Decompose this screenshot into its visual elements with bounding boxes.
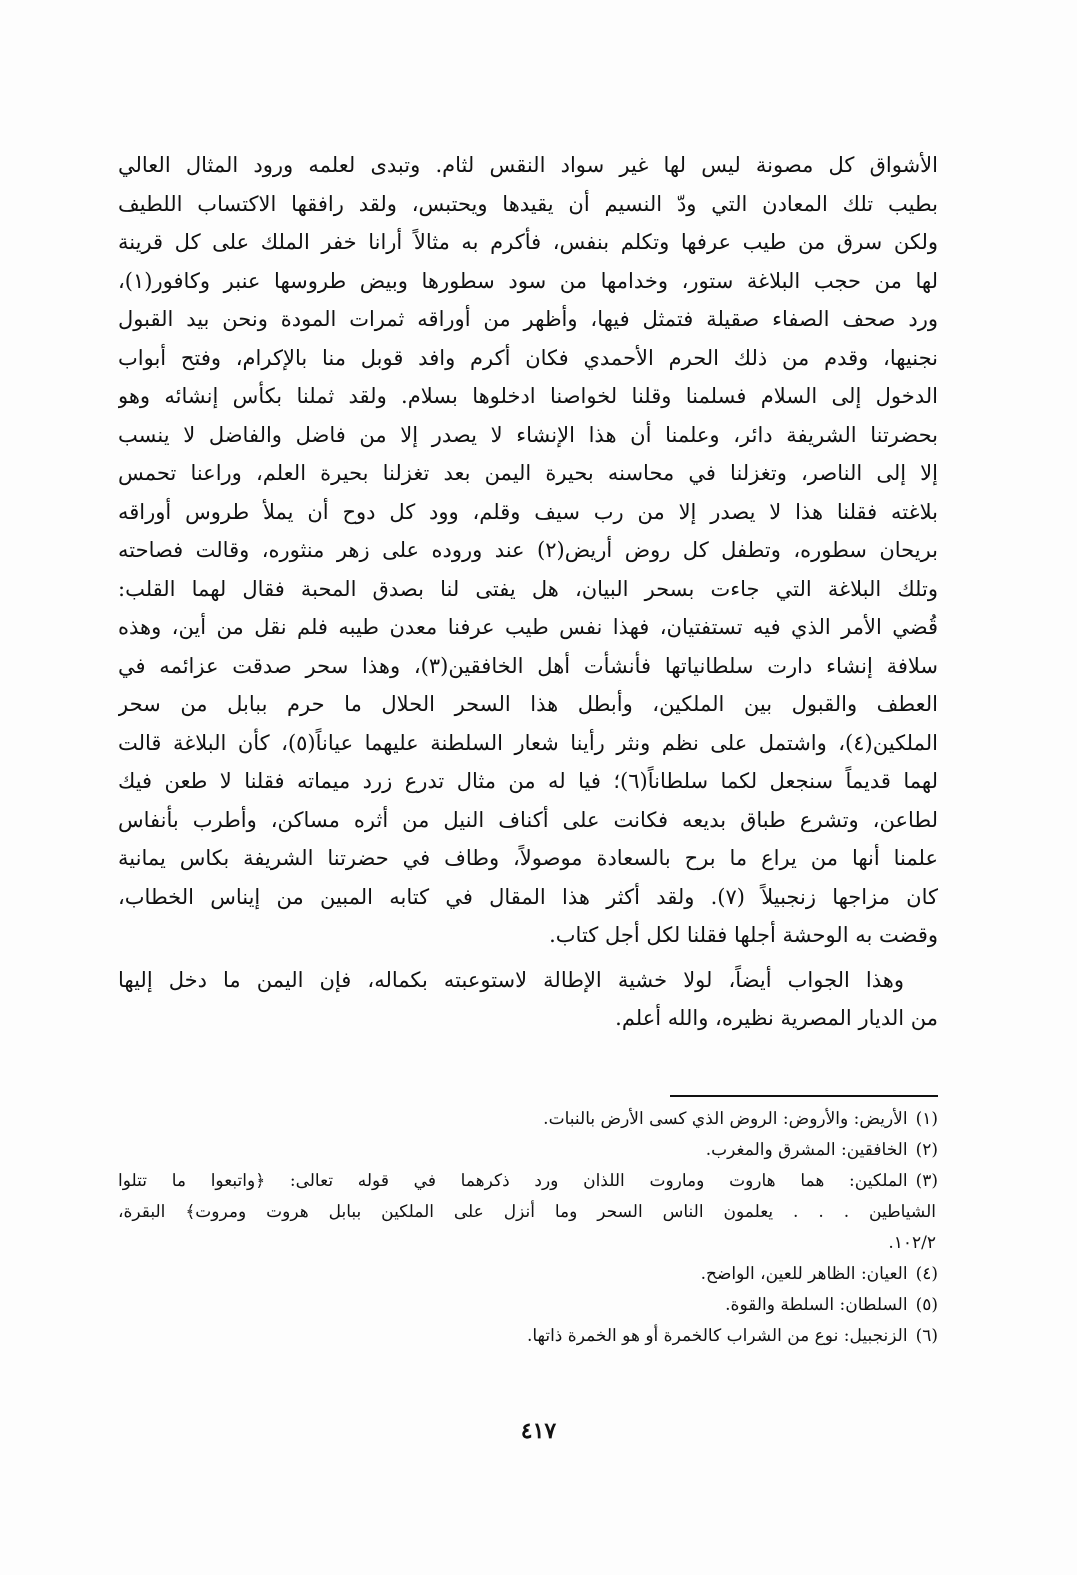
footnote-5 [118,1290,938,1321]
text-line: بريحان سطوره، وتطفل كل روض أريض(٢) عند وروده على زهر منثوره، وقالت فصاحته [118,538,938,562]
footnote-3-continuation: ١٠٢/٢. [888,1233,936,1253]
footnote-number: (١) [915,1109,938,1129]
footnote-2 [118,1135,938,1166]
footnote-text: الظاهر للعين، الواضح. [700,1264,856,1284]
text-line: من الديار المصرية نظيره، والله أعلم. [615,1006,938,1030]
text-line: علمنا أنها من يراع ما برح بالسعادة موصولاً، وطاف في حضرتنا الشريفة بكاس يمانية [118,846,938,870]
footnote-4 [118,1259,938,1290]
footnote-3 [118,1166,938,1197]
footnote-text: هما هاروت وماروت اللذان ورد ذكرهما في قوله تعالى: ﴿واتبعوا ما تتلوا [118,1171,825,1191]
text-line: الأشواق كل مصونة ليس لها غير سواد النقس لثام. وتبدى لعلمه ورود المثال العالي [118,153,938,177]
footnote-term: الزنجبيل: [843,1326,908,1346]
footnotes [118,1104,938,1352]
footnote-number: (٦) [915,1326,938,1346]
text-line: لها من حجب البلاغة ستور، وخدامها من سود سطورها وبيض طروسها عنبر وكافور(١)، [118,268,938,293]
text-line: وقضت به الوحشة أجلها فقلنا لكل أجل كتاب. [549,923,938,947]
footnote-term: الأريض: [853,1109,908,1129]
paragraph-1 [118,146,938,955]
page-number: ٤١٧ [520,1418,557,1444]
text-line: ورد صحف الصفاء صقيلة فتمثل فيها، وأظهر من أوراقه ثمرات المودة ونحن بيد القبول [118,307,938,331]
footnote-1 [118,1104,938,1135]
text-line: قُضي الأمر الذي فيه تستفتيان، فهذا نفس طيب عرفنا معدن طيبه فلم نقل من أين، وهذه [118,615,938,639]
footnote-3-continuation: الشياطين . . . يعلمون الناس السحر وما أنزل على الملكين ببابل هروت ومروت﴾ البقرة، [118,1202,936,1222]
text-line: وتلك البلاغة التي جاءت بسحر البيان، هل يفتى لنا بصدق المحبة فقال لهما القلب: [118,576,938,601]
footnote-text: نوع من الشراب كالخمرة أو هو الخمرة ذاتها. [526,1326,839,1346]
footnote-text: المشرق والمغرب. [705,1140,836,1160]
text-line: سلافة إنشاء دارت سلطانياتها فأنشأت أهل الخافقين(٣)، وهذا سحر صدقت عزائمه في [118,653,938,678]
footnote-text: والأروض: الروض الذي كسى الأرض بالنبات. [543,1109,849,1129]
text-line: كان مزاجها زنجبيلاً (٧). ولقد أكثر هذا المقال في كتابه المبين من إيناس الخطاب، [118,884,938,909]
text-line: ولكن سرق من طيب عرفها وتكلم بنفس، فأكرم به مثالاً أرانا خفر الملك على كل قرينة [118,230,938,254]
footnote-term: السلطان: [839,1295,908,1315]
text-line: لطاعن، وتشرع طباق بديعه فكانت على أكناف النيل من أثره مساكن، وأطرب بأنفاس [118,807,938,832]
footnote-number: (٤) [915,1264,938,1284]
main-text [118,146,938,1038]
footnote-number: (٣) [915,1171,939,1191]
text-line: وهذا الجواب أيضاً، لولا خشية الإطالة لاستوعبته بكماله، فإن اليمن ما دخل إليها [118,967,904,992]
text-line: الدخول إلى السلام فسلمنا وقلنا لخواصنا ادخلوها بسلام. ولقد ثملنا بكأس إنشائه وهو [118,384,938,408]
footnote-6 [118,1321,938,1352]
text-line: الملكين(٤)، واشتمل على نظم ونثر رأينا شعار السلطنة عليهما عياناً(٥)، كأن البلاغة قالت [118,730,938,755]
footnote-number: (٢) [915,1140,938,1160]
text-line: بحضرتنا الشريفة دائر، وعلمنا أن هذا الإنشاء لا يصدر إلا من فاضل والفاضل لا ينسب [118,422,938,447]
footnote-term: الخافقين: [840,1140,908,1160]
footnote-separator [670,1095,938,1097]
footnote-term: العيان: [860,1264,908,1284]
paragraph-2 [118,961,938,1038]
text-line: العطف والقبول بين الملكين، وأبطل هذا السحر الحلال ما حرم ببابل من سحر [118,692,938,716]
text-line: نجنيها، وقدم من ذلك الحرم الأحمدي فكان أكرم وافد قوبل منا بالإكرام، وفتح أبواب [118,345,938,370]
text-line: بطيب تلك المعادن التي ودّ النسيم أن يقيدها ويحتبس، ولقد رافقها الاكتساب اللطيف [118,191,938,216]
footnote-text: السلطة والقوة. [725,1295,835,1315]
text-line: لهما قديماً سنجعل لكما سلطاناً(٦)؛ فيا له من مثال تدرع زرد ميماته فقلنا لا طعن فيك [118,769,938,793]
text-line: إلا إلى الناصر، وتغزلنا في محاسنه بحيرة اليمن بعد تغزلنا بحيرة العلم، وراعنا تحمس [118,461,938,485]
footnote-term: الملكين: [849,1171,908,1191]
footnote-number: (٥) [915,1295,938,1315]
text-line: بلاغته فقلنا هذا لا يصدر إلا من رب سيف وقلم، وود كل دوح أن يملأ طروس أوراقه [118,499,938,524]
